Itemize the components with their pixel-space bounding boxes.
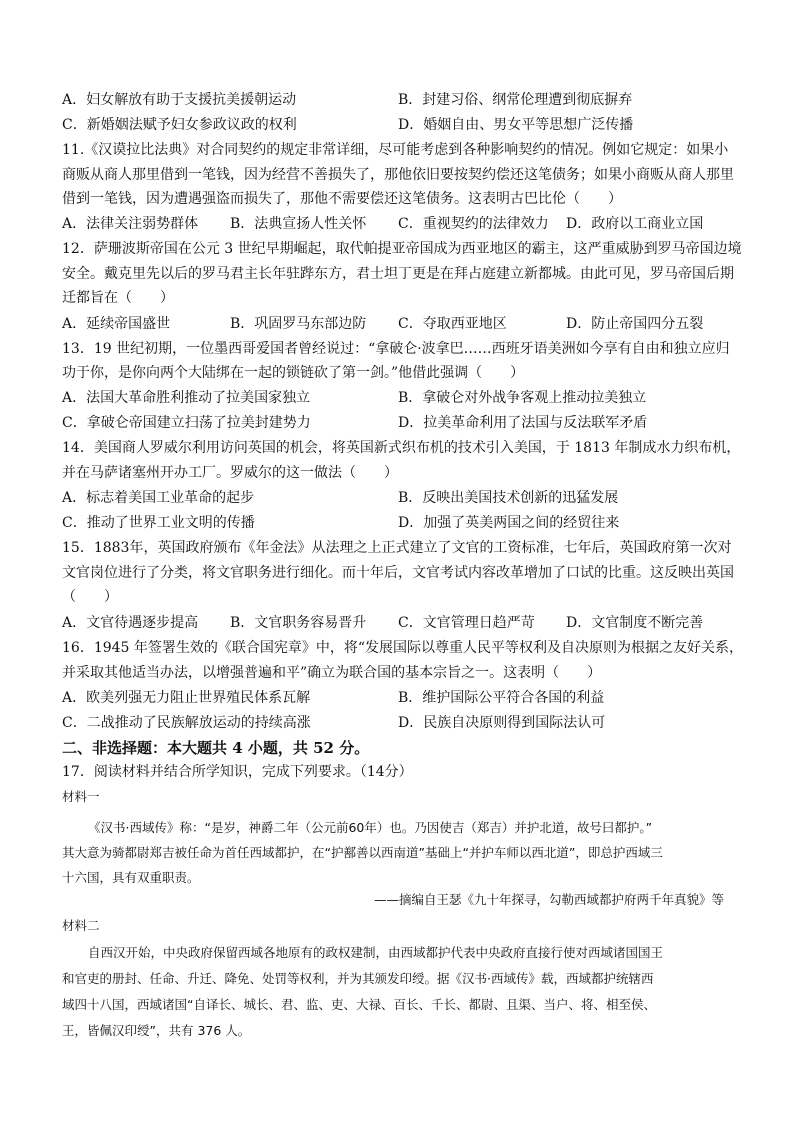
q12-option-b: B．巩固罗马东部边防	[230, 316, 367, 332]
q11-option-d: D．政府以工商业立国	[566, 216, 704, 232]
q16-option-b: B．维护国际公平符合各国的利益	[398, 690, 605, 706]
q11-option-c: C．重视契约的法律效力	[398, 216, 549, 232]
q14-option-c: C．推动了世界工业文明的传播	[62, 515, 255, 531]
material-2-label: 材料二	[62, 918, 100, 933]
q12-option-a: A．延续帝国盛世	[62, 316, 171, 332]
q16-stem-line: 16．1945 年签署生效的《联合国宪章》中，将“发展国际以尊重人民平等权利及自决原则为根据之友好关系，	[62, 640, 744, 656]
q13-option-b: B．拿破仑对外战争客观上推动拉美独立	[398, 390, 647, 406]
q11-option-b: B．法典宣扬人性关怀	[230, 216, 367, 232]
material-1-source: ——摘编自王瑟《九十年探寻，勾勒西域都护府两千年真貌》等	[373, 892, 724, 907]
q11-option-a: A．法律关注弱势群体	[62, 216, 199, 232]
q17-stem: 17．阅读材料并结合所学知识，完成下列要求。（14分）	[62, 764, 413, 780]
q10-option-b: B．封建习俗、纲常伦理遭到彻底摒弃	[398, 92, 633, 108]
q15-option-b: B．文官职务容易晋升	[230, 615, 367, 631]
material-1-line: 《汉书·西域传》称：“是岁，神爵二年（公元前60年）也。乃因使吉（郑吉）并护北道，故号曰都护。”	[88, 820, 653, 835]
q13-option-d: D．拉美革命利用了法国与反法联军矛盾	[398, 415, 648, 431]
q16-option-d: D．民族自决原则得到国际法认可	[398, 715, 606, 731]
q14-stem-line: 14．美国商人罗威尔利用访问英国的机会，将英国新式织布机的技术引入美国，于 1813 年制成水力织布机，	[62, 440, 741, 456]
q15-option-c: C．文官管理日趋严苛	[398, 615, 535, 631]
q15-stem-line: 15．1883年，英国政府颁布《年金法》从法理之上正式建立了文官的工资标准，七年后，英国政府第一次对	[62, 540, 732, 556]
q14-option-d: D．加强了英美两国之间的经贸往来	[398, 515, 620, 531]
q12-stem-line: 迁都旨在（ ）	[62, 290, 174, 306]
q13-stem-line: 功于你，是你向两个大陆绑在一起的锁链砍了第一剑。”他借此强调（ ）	[62, 365, 525, 381]
q11-stem-line: 11.《汉谟拉比法典》对合同契约的规定非常详细，尽可能考虑到各种影响契约的情况。例如它规定：如果小	[62, 142, 729, 158]
q13-option-c: C．拿破仑帝国建立扫荡了拉美封建势力	[62, 415, 311, 431]
q15-stem-line: 文官岗位进行了分类，将文官职务进行细化。而十年后，文官考试内容改革增加了口试的比重。这反映出英国	[62, 565, 734, 581]
q12-stem-line: 12．萨珊波斯帝国在公元 3 世纪早期崛起，取代帕提亚帝国成为西亚地区的霸主，这严重威胁到罗马帝国边境	[62, 241, 742, 257]
q14-option-b: B．反映出美国技术创新的迅猛发展	[398, 490, 619, 506]
q14-option-a: A．标志着美国工业革命的起步	[62, 490, 255, 506]
q12-option-d: D．防止帝国四分五裂	[566, 316, 704, 332]
q13-stem-line: 13．19 世纪初期，一位墨西哥爱国者曾经说过：“拿破仑·波拿巴……西班牙语美洲如今享有自由和独立应归	[62, 341, 730, 357]
q11-stem-line: 借到一笔钱，因为遭遇强盗而损失了，那他不需要偿还这笔债务。这表明古巴比伦（ ）	[62, 191, 622, 207]
q12-stem-line: 安全。戴克里先以后的罗马君主长年驻跸东方，君士坦丁更是在拜占庭建立新都城。由此可见，罗马帝国后期	[62, 266, 734, 282]
material-2-line: 自西汉开始，中央政府保留西域各地原有的政权建制，由西域都护代表中央政府直接行使对西域诸国国王	[88, 945, 664, 960]
material-1-line: 十六国，具有双重职责。	[62, 870, 200, 885]
q14-stem-line: 并在马萨诸塞州开办工厂。罗威尔的这一做法（ ）	[62, 465, 398, 481]
q10-option-a: A．妇女解放有助于支援抗美援朝运动	[62, 92, 297, 108]
material-2-line: 和官吏的册封、任命、升迁、降免、处罚等权利，并为其颁发印绶。据《汉书·西域传》载，西域都护统辖西	[62, 971, 654, 986]
q13-option-a: A．法国大革命胜利推动了拉美国家独立	[62, 390, 311, 406]
q10-option-c: C．新婚姻法赋予妇女参政议政的权利	[62, 117, 297, 133]
q11-stem-line: 商贩从商人那里借到一笔钱，因为经营不善损失了，那他依旧要按契约偿还这笔债务；如果小商贩从商人那里	[62, 167, 734, 183]
q15-option-d: D．文官制度不断完善	[566, 615, 704, 631]
q10-option-d: D．婚姻自由、男女平等思想广泛传播	[398, 117, 634, 133]
q16-option-c: C．二战推动了民族解放运动的持续高涨	[62, 715, 311, 731]
material-2-line: 域四十八国，西域诸国“自译长、城长、君、监、吏、大禄、百长、千长、都尉、且渠、当户、将、相至侯、	[62, 997, 656, 1012]
q16-option-a: A．欧美列强无力阻止世界殖民体系瓦解	[62, 690, 311, 706]
material-2-line: 王，皆佩汉印绶”，共有 376 人。	[62, 1023, 251, 1038]
material-1-label: 材料一	[62, 789, 100, 804]
material-1-line: 其大意为骑都尉郑吉被任命为首任西域都护，在“护鄯善以西南道”基础上“并护车师以西北道”，即总护西域三	[62, 845, 663, 860]
q15-option-a: A．文官待遇逐步提高	[62, 615, 199, 631]
q12-option-c: C．夺取西亚地区	[398, 316, 507, 332]
q15-stem-line: （ ）	[62, 589, 118, 605]
q16-stem-line: 并采取其他适当办法，以增强普遍和平”确立为联合国的基本宗旨之一。这表明（ ）	[62, 665, 602, 681]
section-heading: 二、非选择题：本大题共 4 小题，共 52 分。	[62, 739, 370, 757]
